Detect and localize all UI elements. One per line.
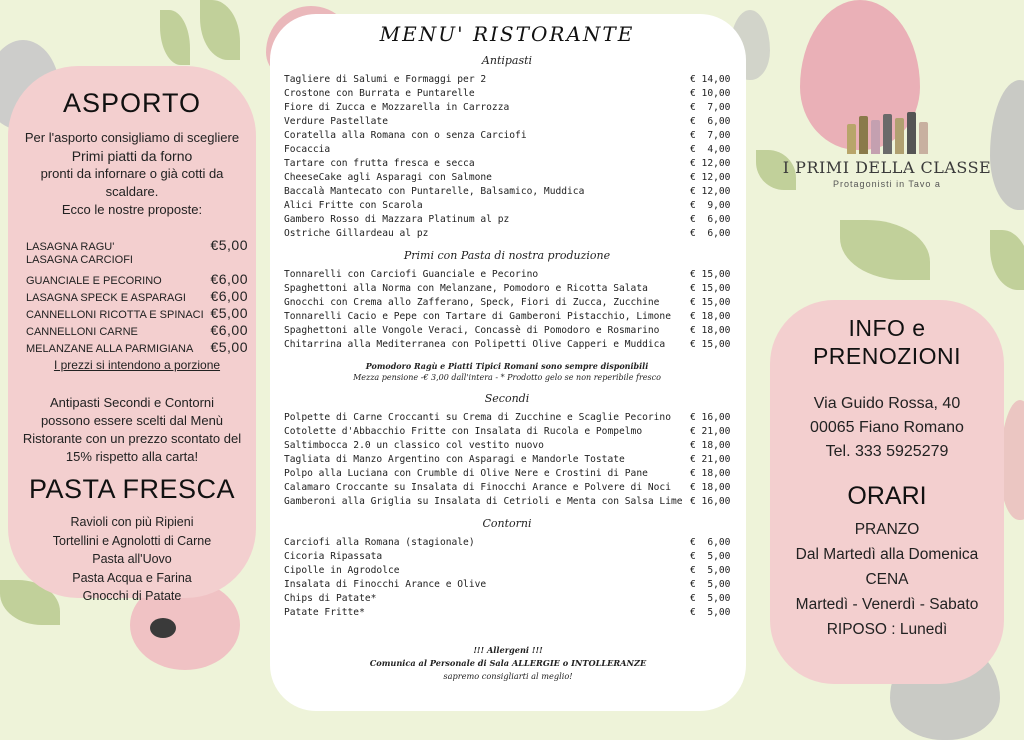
pranzo-days: Dal Martedì alla Domenica <box>795 546 979 563</box>
menu-item <box>284 536 730 550</box>
pasta-item: Pasta Acqua e Farina <box>72 570 192 585</box>
menu-item <box>284 185 730 199</box>
menu-item-name: Crostone con Burrata e Puntarelle <box>284 88 475 99</box>
orari-title: ORARI <box>847 482 927 510</box>
takeaway-price: €5,00 <box>210 305 248 321</box>
menu-item-price: € 6,00 <box>690 116 731 127</box>
intro-line: Primi piatti da forno <box>71 148 193 164</box>
info-panel <box>770 300 1004 684</box>
menu-item-name: Baccalà Mantecato con Puntarelle, Balsamico, Muddica <box>284 186 585 197</box>
menu-item-name: Tartare con frutta fresca e secca <box>284 158 475 169</box>
menu-item <box>284 578 730 592</box>
decorative-leaf <box>200 0 240 60</box>
menu-item-price: € 5,00 <box>690 551 731 562</box>
antipasti-note-line: possono essere scelti dal Menù <box>40 413 224 428</box>
menu-item <box>284 453 730 467</box>
intro-line: Per l'asporto consigliamo di scegliere <box>24 130 240 145</box>
menu-item-name: Polpo alla Luciana con Crumble di Olive Nere e Crostini di Pane <box>284 468 648 479</box>
address-block <box>770 392 1004 464</box>
menu-item-price: € 6,00 <box>690 228 731 239</box>
menu-item-name: Tonnarelli Cacio e Pepe con Tartare di Gamberoni Pistacchio, Limone <box>284 311 671 322</box>
menu-item-name: Gambero Rosso di Mazzara Platinum al pz <box>284 214 510 225</box>
pasta-item: Pasta all'Uovo <box>92 552 172 566</box>
riposo: RIPOSO : Lunedì <box>826 621 948 638</box>
menu-item-price: € 6,00 <box>690 214 731 225</box>
info-title <box>770 314 1004 370</box>
menu-item <box>284 411 730 425</box>
menu-item <box>284 324 730 338</box>
menu-item <box>284 439 730 453</box>
section-title-contorni: Contorni <box>482 517 532 530</box>
menu-item <box>284 227 730 241</box>
takeaway-name: GUANCIALE E PECORINO <box>26 275 162 287</box>
menu-item <box>284 495 730 509</box>
menu-item-price: € 18,00 <box>690 482 731 493</box>
menu-item-name: Alici Fritte con Scarola <box>284 200 423 211</box>
menu-item-price: € 15,00 <box>690 283 731 294</box>
menu-item-name: Chips di Patate* <box>284 593 377 604</box>
primi-note: Pomodoro Ragù e Piatti Tipici Romani sono sempre disponibili <box>365 361 649 371</box>
takeaway-item <box>26 288 248 305</box>
section-title-secondi: Secondi <box>484 392 530 405</box>
antipasti-note-line: Ristorante con un prezzo scontato del <box>22 431 242 446</box>
decorative-egg <box>990 80 1024 210</box>
takeaway-price: €5,00 <box>210 339 248 355</box>
decorative-flower-center <box>150 618 176 638</box>
menu-item-price: € 12,00 <box>690 186 731 197</box>
menu-item-price: € 5,00 <box>690 607 731 618</box>
menu-item-name: Spaghettoni alle Vongole Veraci, Concassè di Pomodoro e Rosmarino <box>284 325 660 336</box>
phone-number: Tel. 333 5925279 <box>825 443 949 460</box>
menu-item-name: Spaghettoni alla Norma con Melanzane, Pomodoro e Ricotta Salata <box>284 283 648 294</box>
logo-bars-icon <box>780 112 994 154</box>
info-title-line: PRENOZIONI <box>812 343 962 369</box>
menu-item <box>284 564 730 578</box>
menu-item-name: Verdure Pastellate <box>284 116 388 127</box>
antipasti-note-line: 15% rispetto alla carta! <box>65 449 199 464</box>
menu-item-name: Patate Fritte* <box>284 607 365 618</box>
menu-item <box>284 199 730 213</box>
menu-item-name: Ostriche Gillardeau al pz <box>284 228 429 239</box>
menu-item <box>284 481 730 495</box>
menu-item <box>284 213 730 227</box>
logo-name: I PRIMI DELLA CLASSE <box>782 158 992 177</box>
menu-item-price: € 15,00 <box>690 339 731 350</box>
menu-item-price: € 18,00 <box>690 468 731 479</box>
menu-item-price: € 12,00 <box>690 158 731 169</box>
intro-line: scaldare. <box>105 184 159 199</box>
takeaway-name: LASAGNA CARCIOFI <box>26 254 133 266</box>
menu-item-price: € 15,00 <box>690 269 731 280</box>
menu-item <box>284 143 730 157</box>
takeaway-name: LASAGNA SPECK E ASPARAGI <box>26 292 186 304</box>
takeaway-item <box>26 237 248 254</box>
menu-item-name: Coratella alla Romana con o senza Carciofi <box>284 130 527 141</box>
portion-note: I prezzi si intendono a porzione <box>53 358 221 372</box>
menu-item <box>284 467 730 481</box>
menu-title: MENU' RISTORANTE <box>379 22 635 46</box>
menu-item-price: € 16,00 <box>690 412 731 423</box>
menu-item <box>284 73 730 87</box>
menu-item-name: Tagliere di Salumi e Formaggi per 2 <box>284 74 487 85</box>
menu-item-price: € 5,00 <box>690 579 731 590</box>
takeaway-name: CANNELLONI CARNE <box>26 326 138 338</box>
menu-item-name: Focaccia <box>284 144 331 155</box>
menu-item-price: € 6,00 <box>690 537 731 548</box>
menu-item <box>284 606 730 620</box>
intro-line: pronti da infornare o già cotti da <box>40 166 224 181</box>
takeaway-name: LASAGNA RAGU' <box>26 241 115 253</box>
takeaway-price: €6,00 <box>210 271 248 287</box>
address-street: Via Guido Rossa, 40 <box>813 395 961 412</box>
menu-item-price: € 4,00 <box>690 144 731 155</box>
pasta-item: Tortellini e Agnolotti di Carne <box>52 533 212 548</box>
menu-item-name: Chitarrina alla Mediterranea con Polipetti Olive Capperi e Muddica <box>284 339 666 350</box>
menu-item-price: € 7,00 <box>690 130 731 141</box>
menu-item-price: € 12,00 <box>690 172 731 183</box>
menu-item-name: Carciofi alla Romana (stagionale) <box>284 537 475 548</box>
menu-item-name: Cicoria Ripassata <box>284 551 383 562</box>
menu-item <box>284 592 730 606</box>
menu-item-name: Calamaro Croccante su Insalata di Finocchi Arance e Polvere di Noci <box>284 482 671 493</box>
antipasti-note <box>14 394 250 466</box>
secondi-list <box>284 411 730 509</box>
menu-item-price: € 7,00 <box>690 102 731 113</box>
asporto-title: ASPORTO <box>62 88 202 118</box>
takeaway-list <box>26 237 248 372</box>
antipasti-note-line: Antipasti Secondi e Contorni <box>49 395 215 410</box>
primi-list <box>284 268 730 352</box>
menu-item <box>284 296 730 310</box>
menu-item-price: € 15,00 <box>690 297 731 308</box>
contorni-list <box>284 536 730 620</box>
menu-item <box>284 310 730 324</box>
cena-days: Martedì - Venerdì - Sabato <box>795 596 979 613</box>
section-title-antipasti: Antipasti <box>481 54 533 67</box>
pasta-fresca-title: PASTA FRESCA <box>28 474 236 504</box>
menu-item <box>284 550 730 564</box>
menu-item-name: Tonnarelli con Carciofi Guanciale e Pecorino <box>284 269 539 280</box>
allergen-line: Comunica al Personale di Sala ALLERGIE o INTOLLERANZE <box>369 658 647 668</box>
menu-item-price: € 18,00 <box>690 311 731 322</box>
menu-item-name: Tagliata di Manzo Argentino con Asparagi e Mandorle Tostate <box>284 454 625 465</box>
allergen-notice <box>270 644 746 683</box>
logo-tagline: Protagonisti in Tavo a <box>833 179 941 189</box>
menu-item-price: € 21,00 <box>690 454 731 465</box>
antipasti-list <box>284 73 730 241</box>
menu-item <box>284 157 730 171</box>
pasta-item: Gnocchi di Patate <box>82 589 182 603</box>
intro-line: Ecco le nostre proposte: <box>61 202 203 217</box>
menu-item-name: Insalata di Finocchi Arance e Olive <box>284 579 487 590</box>
takeaway-item <box>26 322 248 339</box>
address-city: 00065 Fiano Romano <box>810 419 964 436</box>
takeaway-price: €6,00 <box>210 288 248 304</box>
cena-label: CENA <box>865 571 909 588</box>
menu-item-price: € 5,00 <box>690 593 731 604</box>
primi-subnote: Mezza pensione -€ 3,00 dall'intera - * Prodotto gelo se non reperibile fresco <box>353 373 661 382</box>
takeaway-price: €6,00 <box>210 322 248 338</box>
takeaway-item <box>26 339 248 356</box>
takeaway-item <box>26 305 248 322</box>
menu-item-name: Gnocchi con Crema allo Zafferano, Speck, Fiori di Zucca, Zucchine <box>284 297 660 308</box>
info-title-line: INFO e <box>848 315 926 341</box>
decorative-leaf <box>990 230 1024 290</box>
takeaway-item <box>26 271 248 288</box>
section-title-primi: Primi con Pasta di nostra produzione <box>403 249 611 262</box>
restaurant-logo <box>780 112 994 189</box>
allergen-title: !!! Allergeni !!! <box>473 645 543 655</box>
menu-item <box>284 115 730 129</box>
menu-item-price: € 18,00 <box>690 325 731 336</box>
decorative-leaf <box>840 220 930 280</box>
menu-item-price: € 16,00 <box>690 496 731 507</box>
menu-item-price: € 18,00 <box>690 440 731 451</box>
menu-item <box>284 87 730 101</box>
menu-item <box>284 282 730 296</box>
takeaway-name: CANNELLONI RICOTTA E SPINACI <box>26 309 204 321</box>
pasta-item: Ravioli con più Ripieni <box>70 515 194 529</box>
takeaway-panel <box>8 66 256 603</box>
takeaway-price: €5,00 <box>210 237 248 253</box>
menu-item-price: € 5,00 <box>690 565 731 576</box>
menu-item-name: Cotolette d'Abbacchio Fritte con Insalata di Rucola e Pompelmo <box>284 426 643 437</box>
menu-item-name: Fiore di Zucca e Mozzarella in Carrozza <box>284 102 510 113</box>
allergen-subline: sapremo consigliarti al meglio! <box>443 671 573 681</box>
menu-item-price: € 10,00 <box>690 88 731 99</box>
pranzo-label: PRANZO <box>854 521 920 538</box>
menu-item <box>284 425 730 439</box>
menu-item <box>284 338 730 352</box>
menu-item <box>284 268 730 282</box>
decorative-leaf <box>160 10 190 65</box>
menu-item-name: CheeseCake agli Asparagi con Salmone <box>284 172 492 183</box>
menu-item-price: € 21,00 <box>690 426 731 437</box>
menu-item <box>284 171 730 185</box>
menu-item <box>284 129 730 143</box>
takeaway-name: MELANZANE ALLA PARMIGIANA <box>26 343 194 355</box>
menu-item-name: Polpette di Carne Croccanti su Crema di Zucchine e Scaglie Pecorino <box>284 412 671 423</box>
menu-item-price: € 14,00 <box>690 74 731 85</box>
menu-item-name: Saltimbocca 2.0 un classico col vestito nuovo <box>284 440 544 451</box>
menu-item-name: Cipolle in Agrodolce <box>284 565 400 576</box>
restaurant-menu-panel <box>270 14 746 711</box>
menu-item-price: € 9,00 <box>690 200 731 211</box>
takeaway-item <box>26 254 248 271</box>
menu-item <box>284 101 730 115</box>
menu-item-name: Gamberoni alla Griglia su Insalata di Cetrioli e Menta con Salsa Lime <box>284 496 683 507</box>
